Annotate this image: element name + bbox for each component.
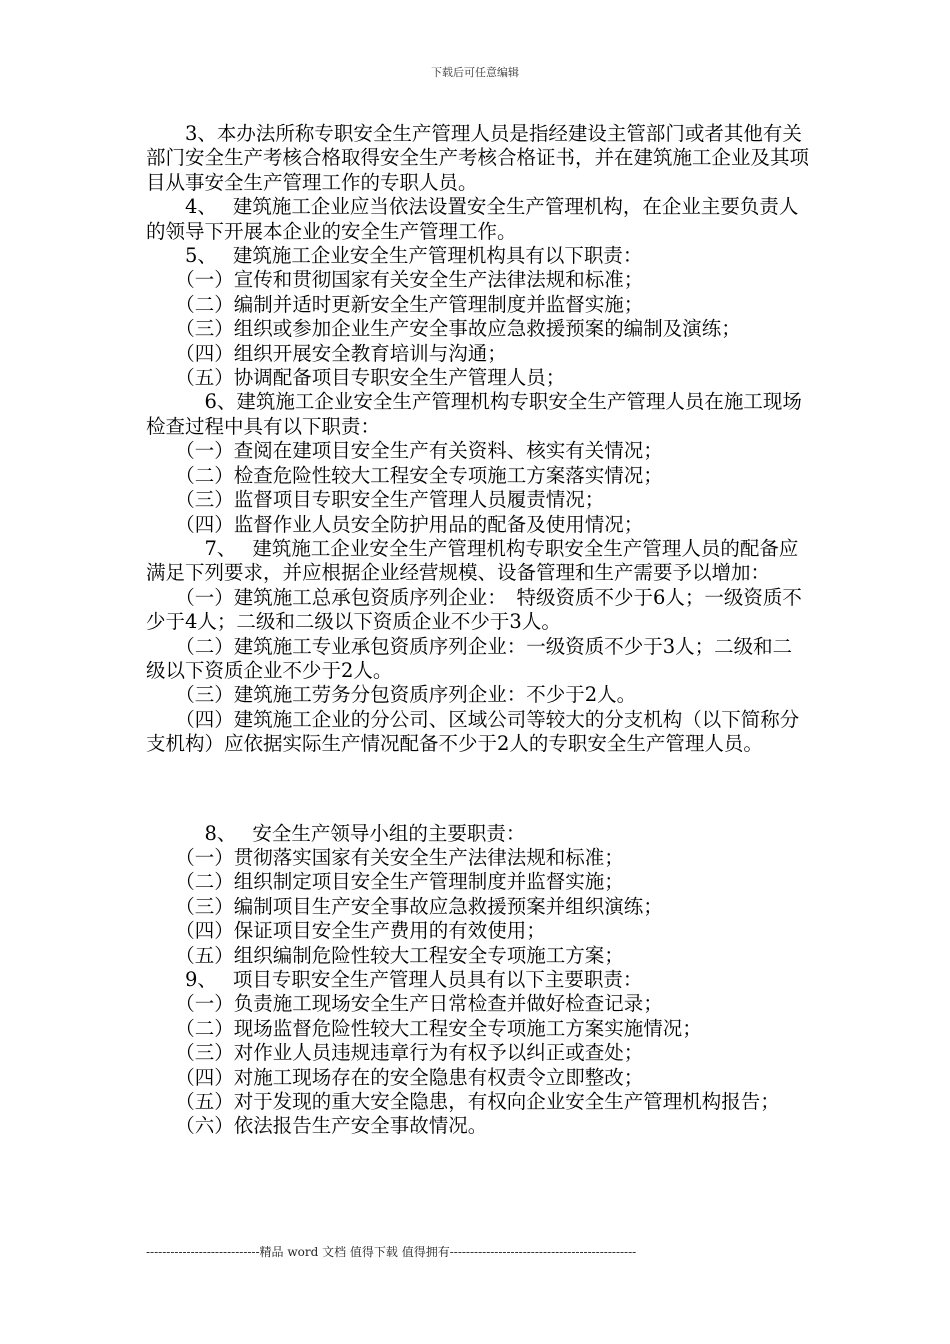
paragraph: （一）查阅在建项目安全生产有关资料、核实有关情况；	[146, 439, 663, 463]
paragraph: 7、 建筑施工企业安全生产管理机构专职安全生产管理人员的配备应满足下列要求，并应根据企业经营规模、设备管理和生产需要予以增加：	[146, 536, 799, 585]
page-footer: ----------------------------精品 word 文档 值得下载 值得拥有----------------------------------------------	[146, 1245, 637, 1259]
paragraph: （二）检查危险性较大工程安全专项施工方案落实情况；	[146, 463, 663, 487]
paragraph: （二）组织制定项目安全生产管理制度并监督实施；	[146, 870, 624, 894]
paragraph: （三）建筑施工劳务分包资质序列企业：不少于2人。	[146, 683, 637, 707]
paragraph: （四）组织开展安全教育培训与沟通；	[146, 341, 507, 365]
paragraph: （五）组织编制危险性较大工程安全专项施工方案；	[146, 943, 624, 967]
paragraph: 6、建筑施工企业安全生产管理机构专职安全生产管理人员在施工现场检查过程中具有以下职责：	[146, 390, 802, 438]
paragraph: （一）宣传和贯彻国家有关安全生产法律法规和标准；	[146, 268, 644, 292]
paragraph: 8、 安全生产领导小组的主要职责：	[146, 821, 526, 845]
paragraph: （三）编制项目生产安全事故应急救援预案并组织演练；	[146, 894, 663, 918]
paragraph: （三）监督项目专职安全生产管理人员履责情况；	[146, 488, 605, 512]
paragraph: （四）监督作业人员安全防护用品的配备及使用情况；	[146, 512, 644, 536]
document-body	[146, 122, 810, 1139]
paragraph: （六）依法报告生产安全事故情况。	[146, 1114, 488, 1138]
blank-line	[146, 776, 810, 802]
paragraph: （二）编制并适时更新安全生产管理制度并监督实施；	[146, 292, 644, 316]
paragraph: （五）对于发现的重大安全隐患，有权向企业安全生产管理机构报告；	[146, 1090, 780, 1114]
paragraph: 5、 建筑施工企业安全生产管理机构具有以下职责：	[146, 244, 643, 268]
page-header: 下载后可任意编辑	[431, 66, 519, 79]
paragraph: 9、 项目专职安全生产管理人员具有以下主要职责：	[146, 968, 643, 991]
paragraph: （二）现场监督危险性较大工程安全专项施工方案实施情况；	[146, 1016, 702, 1040]
paragraph: （三）对作业人员违规违章行为有权予以纠正或查处；	[146, 1041, 644, 1065]
paragraph: （五）协调配备项目专职安全生产管理人员；	[146, 366, 566, 390]
paragraph: （一）负责施工现场安全生产日常检查并做好检查记录；	[146, 992, 663, 1016]
paragraph: （四）对施工现场存在的安全隐患有权责令立即整改；	[146, 1065, 644, 1089]
paragraph: （二）建筑施工专业承包资质序列企业：一级资质不少于3人；二级和二级以下资质企业不少于2人。	[146, 634, 793, 682]
paragraph: （一）贯彻落实国家有关安全生产法律法规和标准；	[146, 845, 624, 869]
paragraph: （一）建筑施工总承包资质序列企业： 特级资质不少于6人；一级资质不少于4人；二级和二级以下资质企业不少于3人。	[146, 585, 802, 634]
paragraph: （三）组织或参加企业生产安全事故应急救援预案的编制及演练；	[146, 317, 741, 341]
paragraph: 4、 建筑施工企业应当依法设置安全生产管理机构，在企业主要负责人的领导下开展本企业的安全生产管理工作。	[146, 195, 799, 243]
paragraph: （四）建筑施工企业的分公司、区域公司等较大的分支机构（以下简称分支机构）应依据实际生产情况配备不少于2人的专职安全生产管理人员。	[146, 707, 800, 756]
paragraph: （四）保证项目安全生产费用的有效使用；	[146, 919, 546, 943]
paragraph: 3、本办法所称专职安全生产管理人员是指经建设主管部门或者其他有关部门安全生产考核合格取得安全生产考核合格证书，并在建筑施工企业及其项目从事安全生产管理工作的专职人员。	[146, 122, 810, 194]
